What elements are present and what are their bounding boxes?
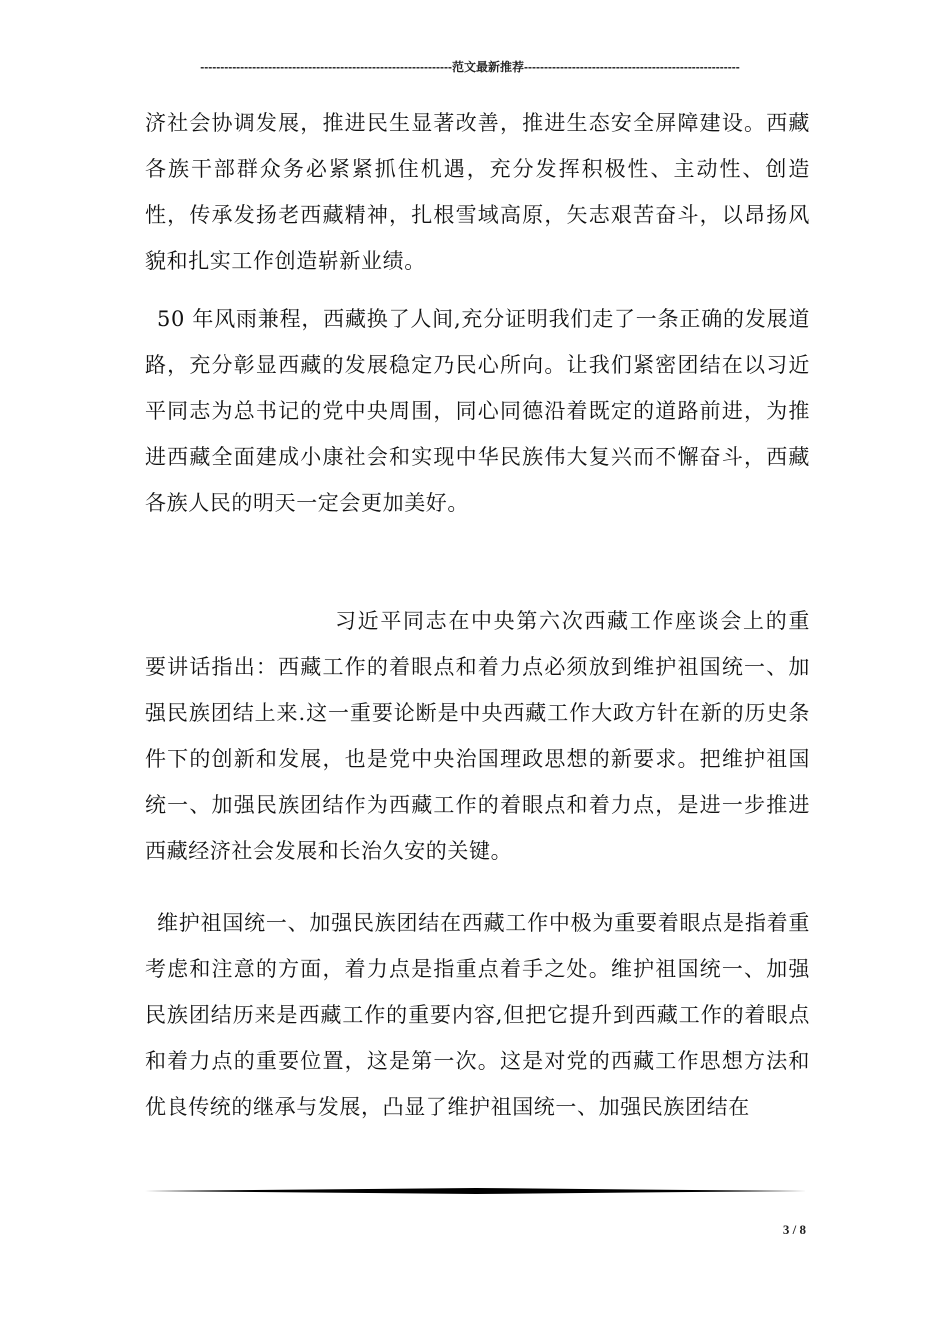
footer-divider bbox=[145, 1188, 807, 1194]
paragraph-1 bbox=[145, 100, 810, 284]
page-number: 3 / 8 bbox=[782, 1222, 806, 1237]
paragraph-text: 济社会协调发展，推进民生显著改善，推进生态安全屏障建设。西藏各族干部群众务必紧紧抓住机遇，充分发挥积极性、主动性、创造性，传承发扬老西藏精神，扎根雪域高原，矢志艰苦奋斗，以昂扬风貌和扎实工作创造崭新业绩。 bbox=[145, 111, 810, 273]
paragraph-2 bbox=[145, 296, 810, 526]
paragraph-text: 维护祖国统一、加强民族团结在西藏工作中极为重要着眼点是指着重考虑和注意的方面，着力点是指重点着手之处。维护祖国统一、加强民族团结历来是西藏工作的重要内容,但把它提升到西藏工作的着眼点和着力点的重要位置，这是第一次。这是对党的西藏工作思想方法和优良传统的继承与发展，凸显了维护祖国统一、加强民族团结在 bbox=[145, 911, 810, 1119]
page-header: ---------------------------------------------------------------范文最新推荐------------------------------------------------------ bbox=[200, 60, 740, 74]
paragraph-3 bbox=[145, 598, 810, 874]
paragraph-4 bbox=[145, 900, 810, 1130]
paragraph-text: 习近平同志在中央第六次西藏工作座谈会上的重要讲话指出：西藏工作的着眼点和着力点必须放到维护祖国统一、加强民族团结上来.这一重要论断是中央西藏工作大政方针在新的历史条件下的创新和发展，也是党中央治国理政思想的新要求。把维护祖国统一、加强民族团结作为西藏工作的着眼点和着力点，是进一步推进西藏经济社会发展和长治久安的关键。 bbox=[145, 609, 810, 863]
paragraph-text: 50 年风雨兼程，西藏换了人间,充分证明我们走了一条正确的发展道路，充分彰显西藏的发展稳定乃民心所向。让我们紧密团结在以习近平同志为总书记的党中央周围，同心同德沿着既定的道路前进，为推进西藏全面建成小康社会和实现中华民族伟大复兴而不懈奋斗，西藏各族人民的明天一定会更加美好。 bbox=[145, 307, 810, 515]
